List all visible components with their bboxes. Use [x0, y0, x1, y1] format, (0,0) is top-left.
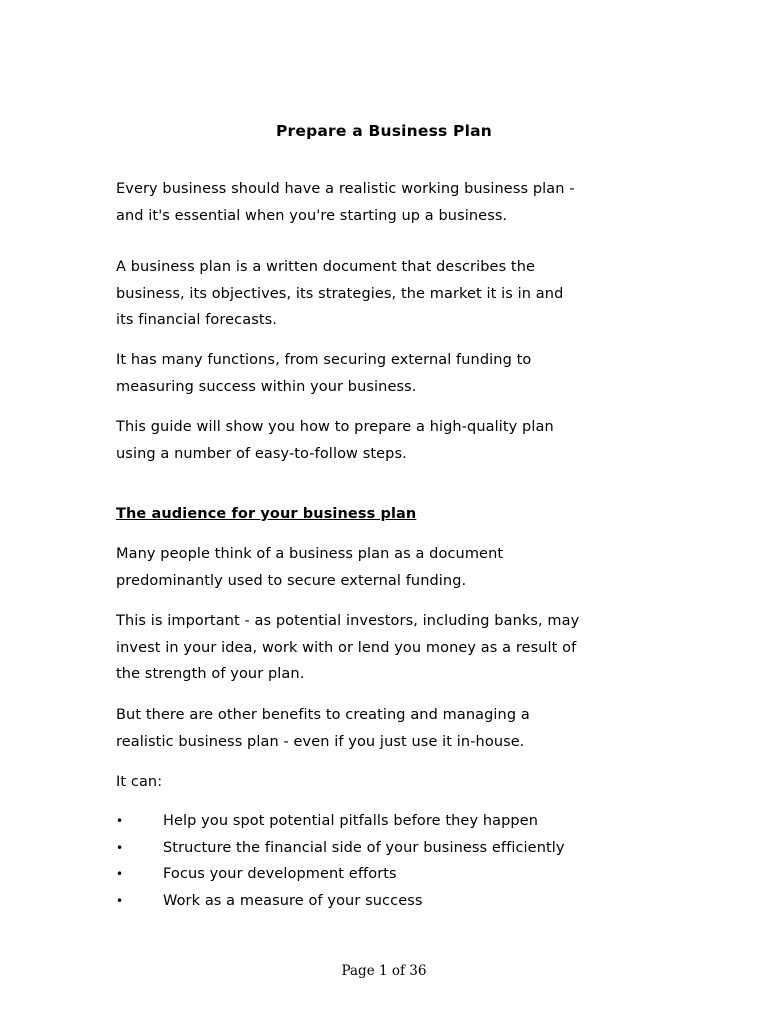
list-item — [116, 835, 676, 862]
paragraph-line: realistic business plan - even if you just use it in-house. — [116, 733, 525, 750]
paragraph-line: predominantly used to secure external funding. — [116, 572, 467, 589]
list-item — [116, 808, 676, 835]
paragraph-line: its financial forecasts. — [116, 312, 278, 328]
paragraph-audience — [116, 541, 656, 594]
paragraph-line: and it's essential when you're starting up a business. — [116, 207, 508, 224]
paragraph-line: It has many functions, from securing external funding to — [116, 352, 532, 368]
paragraph-definition — [116, 254, 656, 334]
paragraph-line: business, its objectives, its strategies, the market it is in and — [116, 285, 564, 302]
bullet-icon: • — [116, 893, 124, 908]
list-item — [116, 861, 676, 888]
bullet-icon: • — [116, 840, 124, 855]
paragraph-investors — [116, 608, 656, 688]
bullet-icon: • — [116, 814, 124, 828]
paragraph-line: the strength of your plan. — [116, 666, 305, 682]
paragraph-guide — [116, 414, 656, 467]
paragraph-benefits — [116, 702, 656, 755]
section-heading: The audience for your business plan — [116, 506, 417, 522]
paragraph-line: But there are other benefits to creating and managing a — [116, 707, 530, 723]
bullet-icon: • — [116, 867, 124, 881]
paragraph-it-can — [116, 769, 656, 796]
page-title: Prepare a Business Plan — [275, 122, 493, 140]
paragraph-line: It can: — [116, 774, 163, 790]
paragraph-line: using a number of easy-to-follow steps. — [116, 445, 407, 462]
paragraph-line: A business plan is a written document that describes the — [116, 259, 536, 275]
paragraph-line: Every business should have a realistic working business plan - — [116, 181, 575, 197]
list-item-text: Work as a measure of your success — [163, 892, 423, 909]
benefits-list — [116, 808, 676, 914]
page-number: Page 1 of 36 — [341, 963, 427, 979]
list-item-text: Focus your development efforts — [163, 866, 397, 882]
paragraph-line: Many people think of a business plan as a document — [116, 546, 504, 562]
paragraph-line: measuring success within your business. — [116, 378, 417, 395]
paragraph-functions — [116, 347, 656, 400]
list-item-text: Structure the financial side of your business efficiently — [163, 839, 565, 856]
list-item — [116, 888, 676, 915]
paragraph-line: This is important - as potential investors, including banks, may — [116, 613, 580, 629]
paragraph-intro — [116, 176, 656, 229]
list-item-text: Help you spot potential pitfalls before they happen — [163, 813, 539, 829]
paragraph-line: invest in your idea, work with or lend you money as a result of — [116, 639, 577, 656]
paragraph-line: This guide will show you how to prepare a high-quality plan — [116, 419, 554, 435]
